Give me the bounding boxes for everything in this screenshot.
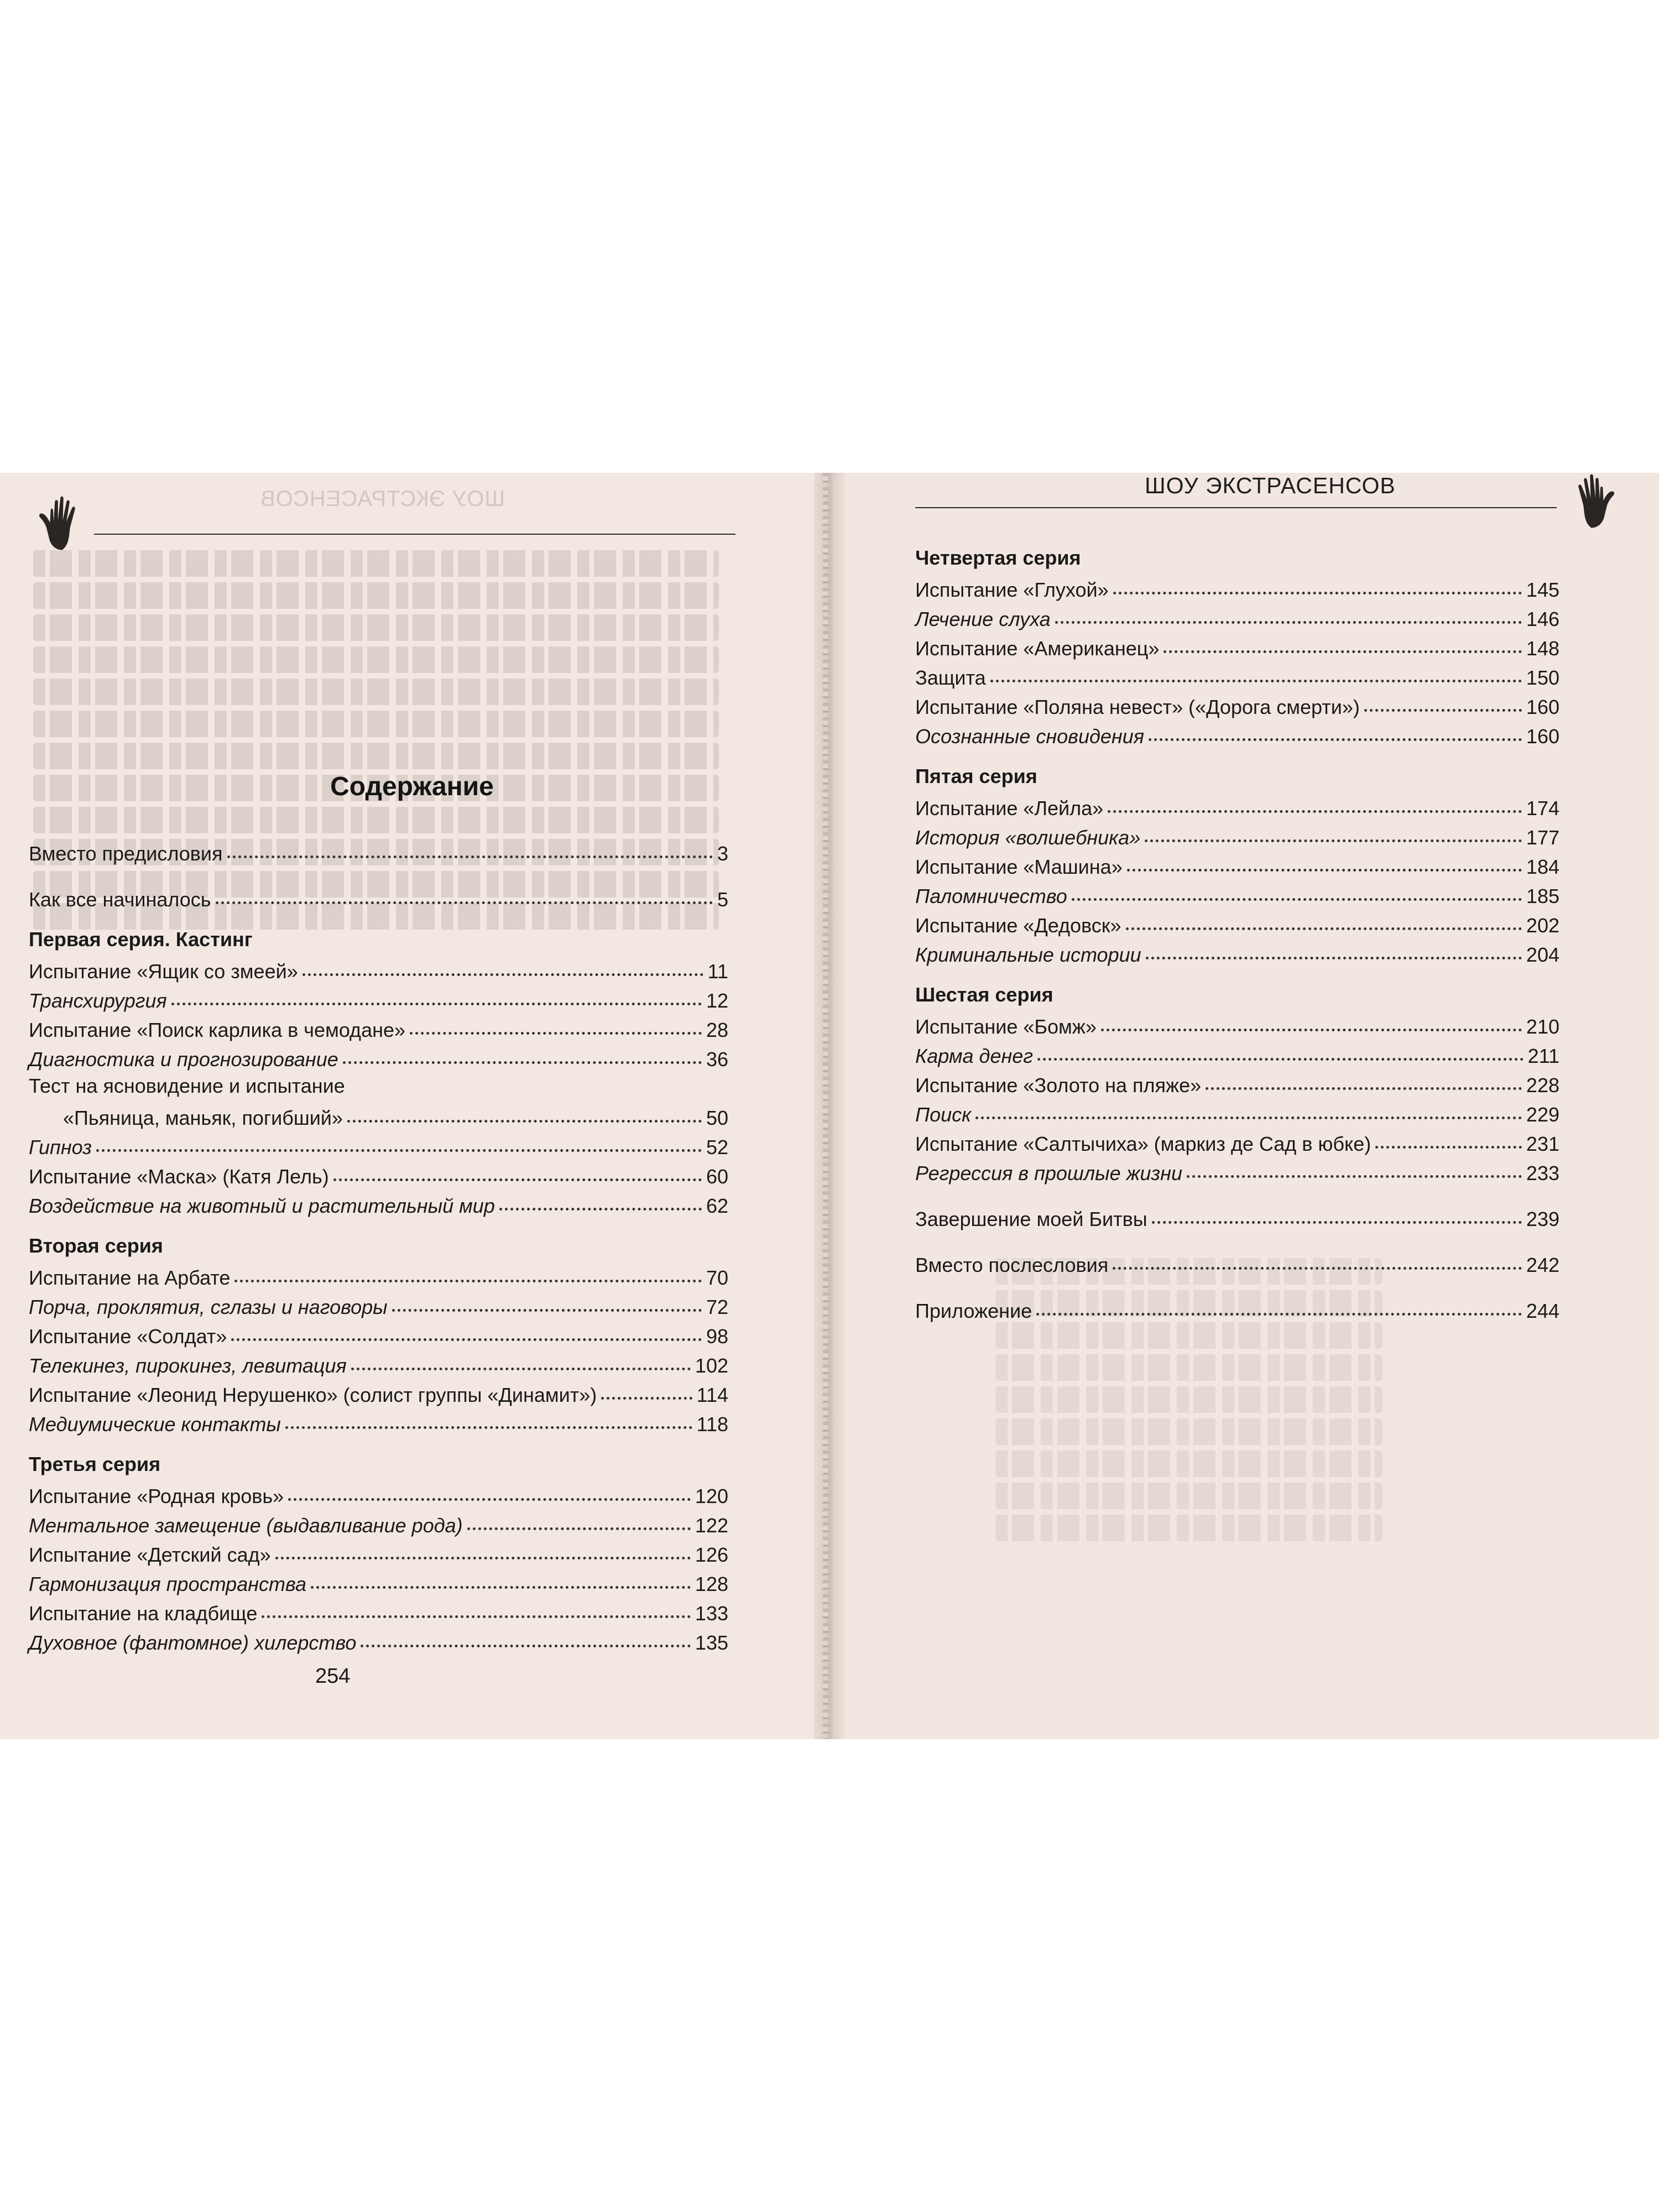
toc-entry-title: Криминальные истории bbox=[915, 943, 1141, 966]
dot-leader bbox=[1364, 689, 1522, 712]
dot-leader bbox=[347, 1100, 702, 1123]
toc-entry-title: Ментальное замещение (выдавливание рода) bbox=[29, 1514, 463, 1537]
toc-page-number: 102 bbox=[695, 1354, 728, 1377]
left-page bbox=[0, 473, 824, 1739]
dot-leader bbox=[990, 660, 1522, 682]
toc-entry[interactable] bbox=[29, 1539, 728, 1567]
toc-entry-title: Испытание «Поиск карлика в чемодане» bbox=[29, 1019, 406, 1041]
toc-entry[interactable] bbox=[29, 1379, 728, 1407]
dot-leader bbox=[1375, 1126, 1522, 1149]
toc-entry[interactable] bbox=[915, 910, 1559, 937]
right-page bbox=[830, 473, 1659, 1739]
toc-page-number: 177 bbox=[1526, 826, 1559, 849]
toc-entry[interactable] bbox=[915, 851, 1559, 879]
toc-entry-title: Испытание «Родная кровь» bbox=[29, 1485, 284, 1507]
toc-entry[interactable] bbox=[915, 1157, 1559, 1185]
toc-entry[interactable] bbox=[915, 691, 1559, 719]
dot-leader bbox=[302, 953, 703, 976]
header-rule bbox=[915, 507, 1557, 508]
toc-entry[interactable] bbox=[29, 1161, 728, 1188]
toc-section-heading: Вторая серия bbox=[29, 1234, 163, 1257]
dot-leader bbox=[1037, 1038, 1524, 1061]
toc-entry-title: Медиумические контакты bbox=[29, 1413, 281, 1436]
toc-page-number: 211 bbox=[1527, 1045, 1559, 1067]
toc-entry[interactable] bbox=[29, 838, 728, 865]
toc-entry[interactable] bbox=[29, 1480, 728, 1508]
toc-entry-title: Порча, проклятия, сглазы и наговоры bbox=[29, 1296, 388, 1318]
toc-entry-title: Испытание «Американец» bbox=[915, 637, 1160, 660]
toc-entry-title: Гипноз bbox=[29, 1136, 92, 1159]
toc-entry-title: Вместо послесловия bbox=[915, 1254, 1109, 1276]
dot-leader bbox=[262, 1595, 691, 1618]
toc-entry[interactable] bbox=[29, 1598, 728, 1625]
toc-entry-title: Испытание «Золото на пляже» bbox=[915, 1074, 1202, 1097]
toc-entry-title: Испытание «Маска» (Катя Лель) bbox=[29, 1165, 329, 1188]
dot-leader bbox=[975, 1097, 1522, 1119]
toc-page-number: 231 bbox=[1526, 1133, 1559, 1155]
book-spread bbox=[0, 473, 1659, 1739]
toc-section-heading: Четвертая серия bbox=[915, 546, 1081, 569]
toc-entry[interactable] bbox=[63, 1102, 728, 1130]
dot-leader bbox=[1108, 790, 1522, 813]
toc-entry[interactable] bbox=[29, 1321, 728, 1348]
toc-entry[interactable] bbox=[915, 1099, 1559, 1126]
dot-leader bbox=[1036, 1293, 1522, 1316]
toc-entry-title: Испытание «Дедовск» bbox=[915, 914, 1121, 937]
toc-entry[interactable] bbox=[29, 1190, 728, 1218]
toc-entry[interactable] bbox=[915, 603, 1559, 631]
dot-leader bbox=[1113, 572, 1522, 594]
dot-leader bbox=[275, 1537, 691, 1559]
toc-entry[interactable] bbox=[915, 1011, 1559, 1039]
toc-section-heading: Первая серия. Кастинг bbox=[29, 928, 253, 951]
toc-entry[interactable] bbox=[915, 721, 1559, 748]
toc-entry[interactable] bbox=[915, 662, 1559, 690]
dot-leader bbox=[171, 983, 702, 1005]
toc-page-number: 114 bbox=[696, 1384, 728, 1406]
toc-page-number: 160 bbox=[1526, 696, 1559, 718]
toc-entry-title: Карма денег bbox=[915, 1045, 1034, 1067]
toc-page-number: 98 bbox=[706, 1325, 728, 1348]
toc-page-number: 146 bbox=[1526, 608, 1559, 630]
dot-leader bbox=[1206, 1067, 1522, 1090]
dot-leader bbox=[467, 1507, 691, 1530]
toc-entry-title: Испытание «Поляна невест» («Дорога смерти») bbox=[915, 696, 1360, 718]
toc-entry[interactable] bbox=[915, 1295, 1559, 1323]
dot-leader bbox=[1113, 1247, 1522, 1270]
toc-entry[interactable] bbox=[915, 1203, 1559, 1231]
dot-leader bbox=[1072, 878, 1522, 901]
toc-page-number: 28 bbox=[706, 1019, 728, 1041]
dot-leader bbox=[392, 1289, 702, 1312]
toc-page-number: 229 bbox=[1526, 1103, 1559, 1126]
toc-page-number: 233 bbox=[1526, 1162, 1559, 1185]
toc-section-heading: Третья серия bbox=[29, 1453, 161, 1475]
toc-entry-title: Вместо предисловия bbox=[29, 842, 223, 865]
dot-leader bbox=[1164, 630, 1522, 653]
dot-leader bbox=[410, 1012, 702, 1035]
toc-entry[interactable] bbox=[915, 1128, 1559, 1156]
dot-leader bbox=[285, 1406, 692, 1429]
toc-page-number: 174 bbox=[1526, 797, 1559, 820]
toc-entry-title: Диагностика и прогнозирование bbox=[29, 1048, 338, 1071]
dot-leader bbox=[234, 1260, 702, 1282]
toc-page-number: 50 bbox=[706, 1107, 728, 1129]
dot-leader bbox=[601, 1377, 692, 1400]
dot-leader bbox=[1055, 601, 1522, 624]
toc-entry-title: Телекинез, пирокинез, левитация bbox=[29, 1354, 347, 1377]
toc-entry-title: Завершение моей Битвы bbox=[915, 1208, 1147, 1230]
dot-leader bbox=[1152, 1201, 1522, 1224]
book-gutter bbox=[814, 473, 845, 1739]
toc-page-number: 239 bbox=[1526, 1208, 1559, 1230]
toc-entry-title: Испытание «Салтычиха» (маркиз де Сад в юбке) bbox=[915, 1133, 1371, 1155]
toc-page-number: 126 bbox=[695, 1543, 728, 1566]
dot-leader bbox=[96, 1129, 702, 1152]
toc-entry[interactable] bbox=[29, 1262, 728, 1290]
dot-leader bbox=[1127, 849, 1522, 872]
toc-page-number: 36 bbox=[706, 1048, 728, 1071]
toc-entry-title: Испытание «Детский сад» bbox=[29, 1543, 271, 1566]
toc-section-heading: Пятая серия bbox=[915, 765, 1037, 787]
dot-leader bbox=[499, 1188, 702, 1211]
toc-page-number: 202 bbox=[1526, 914, 1559, 937]
dot-leader bbox=[351, 1348, 691, 1370]
toc-entry-title: Испытание «Лейла» bbox=[915, 797, 1104, 820]
toc-page-number: 5 bbox=[717, 888, 728, 911]
toc-entry[interactable] bbox=[915, 574, 1559, 602]
toc-entry-title: «Пьяница, маньяк, погибший» bbox=[63, 1107, 343, 1129]
toc-entry-title: Испытание на Арбате bbox=[29, 1266, 231, 1289]
dot-leader bbox=[361, 1625, 691, 1647]
toc-page-number: 70 bbox=[706, 1266, 728, 1289]
toc-entry[interactable] bbox=[29, 1568, 728, 1596]
toc-page-number: 210 bbox=[1526, 1015, 1559, 1038]
toc-entry-title: Гармонизация пространства bbox=[29, 1573, 307, 1595]
toc-page-number: 150 bbox=[1526, 666, 1559, 689]
toc-page-number: 145 bbox=[1526, 578, 1559, 601]
toc-page-number: 148 bbox=[1526, 637, 1559, 660]
palm-hand-icon bbox=[1559, 470, 1623, 531]
bleed-through-head: ШОУ ЭКСТРАСЕНСОВ bbox=[260, 487, 505, 511]
toc-title: Содержание bbox=[330, 772, 494, 801]
toc-page-number: 185 bbox=[1526, 885, 1559, 907]
toc-entry-title: Тест на ясновидение и испытание bbox=[29, 1074, 345, 1097]
toc-page-number: 60 bbox=[706, 1165, 728, 1188]
page-number: 254 bbox=[315, 1665, 351, 1688]
dot-leader bbox=[216, 881, 713, 904]
toc-page-number: 244 bbox=[1526, 1300, 1559, 1322]
toc-entry[interactable] bbox=[29, 985, 728, 1013]
toc-page-number: 128 bbox=[695, 1573, 728, 1595]
toc-entry[interactable] bbox=[915, 939, 1559, 967]
toc-page-number: 204 bbox=[1526, 943, 1559, 966]
toc-page-number: 72 bbox=[706, 1296, 728, 1318]
toc-entry-title: Осознанные сновидения bbox=[915, 725, 1144, 748]
dot-leader bbox=[227, 836, 713, 858]
dot-leader bbox=[1146, 937, 1522, 959]
toc-entry[interactable] bbox=[915, 1070, 1559, 1097]
toc-page-number: 12 bbox=[706, 989, 728, 1012]
toc-entry-title: Испытание «Солдат» bbox=[29, 1325, 227, 1348]
palm-hand-icon bbox=[30, 492, 94, 553]
toc-entry[interactable] bbox=[915, 792, 1559, 820]
toc-entry[interactable] bbox=[915, 880, 1559, 908]
toc-entry-title: Поиск bbox=[915, 1103, 972, 1126]
toc-entry[interactable] bbox=[29, 1131, 728, 1159]
toc-entry-title: Паломничество bbox=[915, 885, 1067, 907]
dot-leader bbox=[1101, 1009, 1522, 1031]
toc-page-number: 11 bbox=[707, 960, 728, 983]
toc-entry-title: Как все начиналось bbox=[29, 888, 211, 911]
dot-leader bbox=[231, 1318, 702, 1341]
dot-leader bbox=[1187, 1155, 1522, 1178]
toc-entry[interactable] bbox=[29, 1014, 728, 1042]
toc-entry-title: Защита bbox=[915, 666, 986, 689]
toc-entry[interactable] bbox=[29, 1350, 728, 1378]
dot-leader bbox=[333, 1159, 702, 1181]
dot-leader bbox=[1145, 820, 1522, 842]
toc-entry-title: Воздействие на животный и растительный мир bbox=[29, 1194, 495, 1217]
header-rule bbox=[94, 534, 735, 535]
toc-page-number: 118 bbox=[696, 1413, 728, 1436]
dot-leader bbox=[1149, 718, 1522, 741]
toc-page-number: 52 bbox=[706, 1136, 728, 1159]
toc-page-number: 160 bbox=[1526, 725, 1559, 748]
toc-entry-title: Испытание на кладбище bbox=[29, 1602, 258, 1625]
toc-entry[interactable] bbox=[915, 1040, 1559, 1068]
toc-entry[interactable] bbox=[915, 822, 1559, 849]
toc-entry-title: Приложение bbox=[915, 1300, 1032, 1322]
toc-entry-title: История «волшебника» bbox=[915, 826, 1141, 849]
dot-leader bbox=[288, 1478, 691, 1501]
toc-entry[interactable] bbox=[915, 633, 1559, 660]
toc-page-number: 228 bbox=[1526, 1074, 1559, 1097]
toc-page-number: 120 bbox=[695, 1485, 728, 1507]
toc-section-heading: Шестая серия bbox=[915, 983, 1053, 1006]
toc-page-number: 133 bbox=[695, 1602, 728, 1625]
toc-entry[interactable] bbox=[29, 884, 728, 911]
toc-page-number: 242 bbox=[1526, 1254, 1559, 1276]
dot-leader bbox=[343, 1041, 702, 1064]
toc-entry-title: Трансхирургия bbox=[29, 989, 167, 1012]
running-head: ШОУ ЭКСТРАСЕНСОВ bbox=[1145, 473, 1396, 498]
dot-leader bbox=[311, 1566, 691, 1589]
toc-entry-title: Испытание «Леонид Нерушенко» (солист группы «Динамит») bbox=[29, 1384, 597, 1406]
toc-entry-title: Испытание «Машина» bbox=[915, 855, 1123, 878]
toc-entry-title: Лечение слуха bbox=[915, 608, 1051, 630]
toc-entry-title: Испытание «Глухой» bbox=[915, 578, 1109, 601]
toc-entry-title: Испытание «Бомж» bbox=[915, 1015, 1097, 1038]
toc-entry-title: Испытание «Ящик со змеей» bbox=[29, 960, 298, 983]
toc-entry[interactable] bbox=[29, 1510, 728, 1537]
toc-page-number: 3 bbox=[717, 842, 728, 865]
toc-entry[interactable] bbox=[29, 1408, 728, 1436]
toc-entry-title: Регрессия в прошлые жизни bbox=[915, 1162, 1182, 1185]
toc-entry[interactable] bbox=[29, 1044, 728, 1071]
toc-entry[interactable] bbox=[29, 1291, 728, 1319]
dot-leader bbox=[1126, 907, 1522, 930]
toc-entry[interactable] bbox=[29, 956, 728, 983]
toc-entry[interactable] bbox=[915, 1249, 1559, 1277]
toc-page-number: 122 bbox=[695, 1514, 728, 1537]
toc-entry[interactable] bbox=[29, 1627, 728, 1655]
toc-entry-title: Духовное (фантомное) хилерство bbox=[29, 1631, 357, 1654]
toc-page-number: 62 bbox=[706, 1194, 728, 1217]
spine-edge bbox=[823, 473, 828, 1739]
toc-page-number: 135 bbox=[695, 1631, 728, 1654]
toc-page-number: 184 bbox=[1526, 855, 1559, 878]
